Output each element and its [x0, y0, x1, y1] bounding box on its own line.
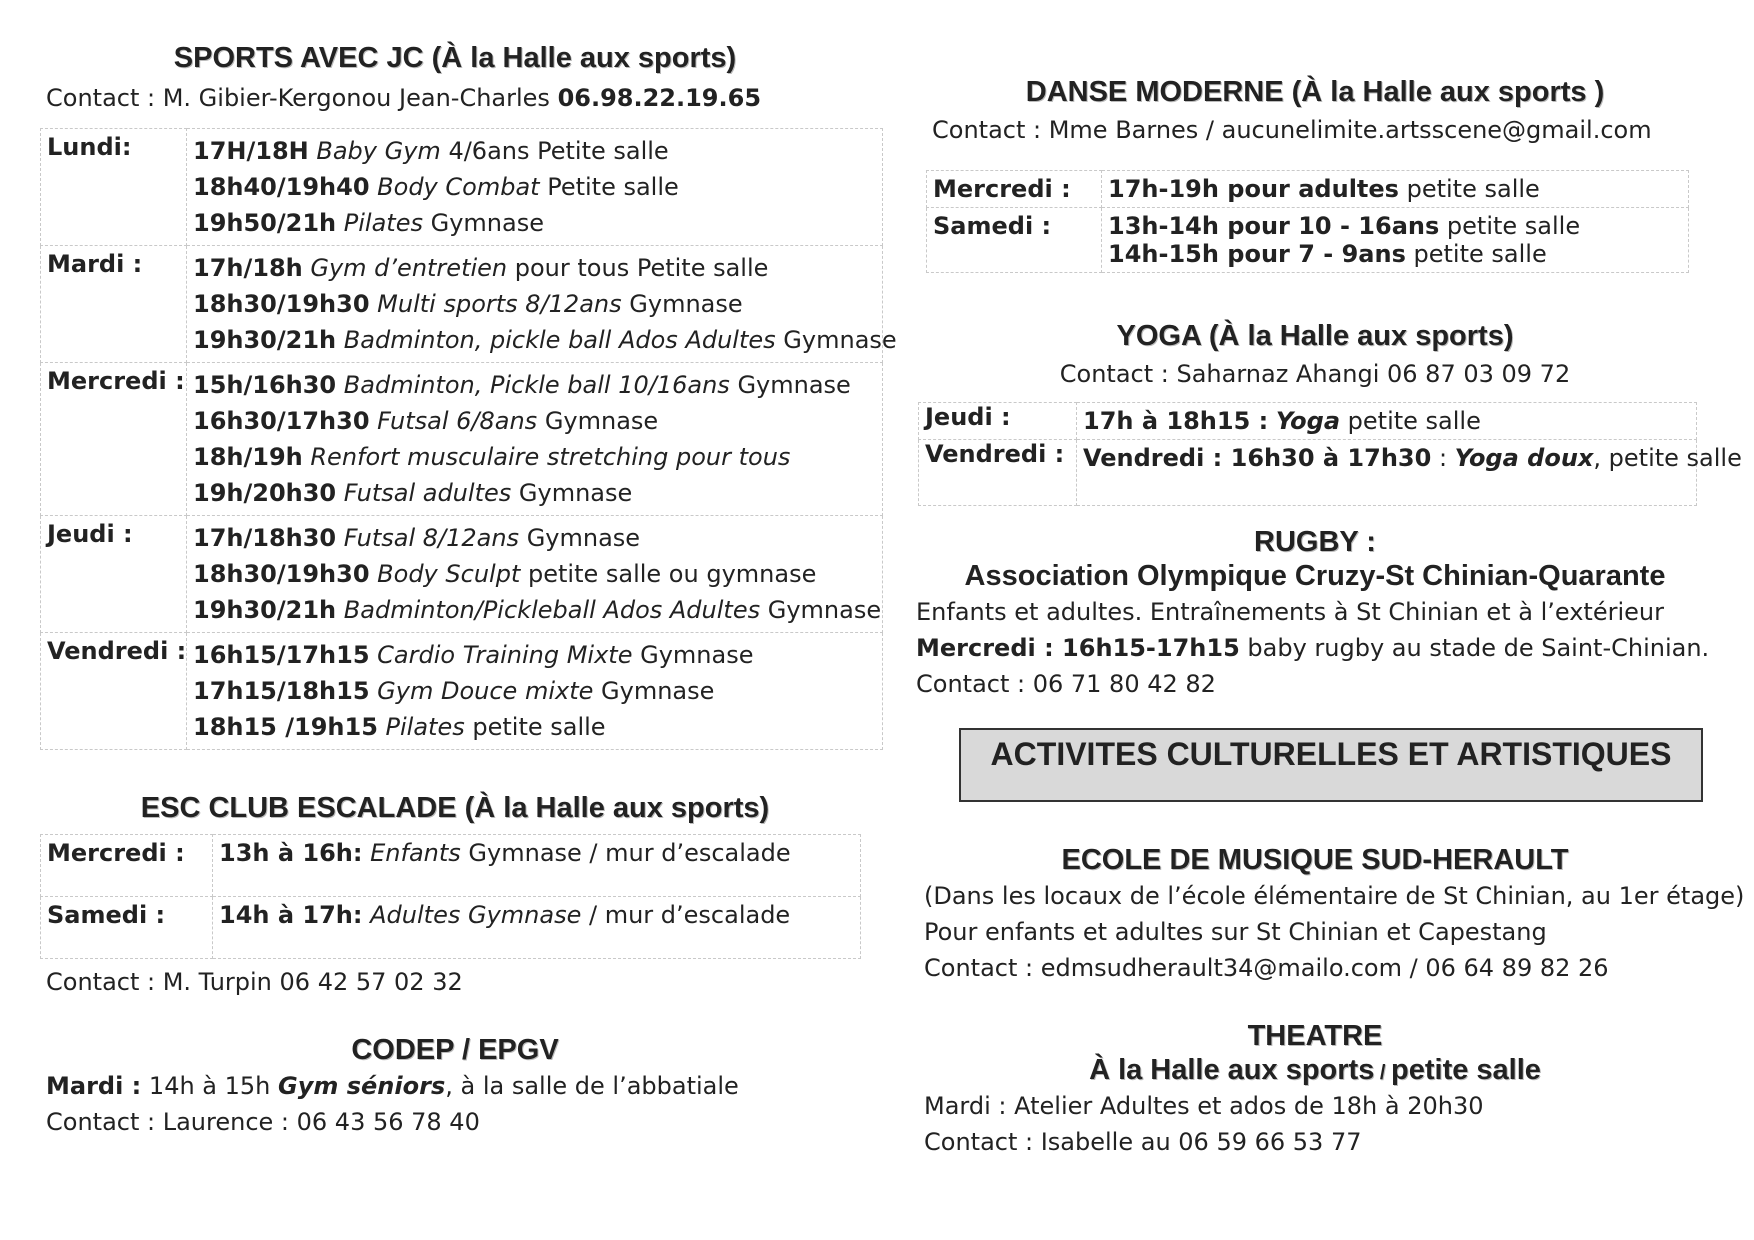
table-row [919, 403, 1697, 440]
slot-time: 19h30/21h [193, 326, 337, 354]
slot-time: 17h15/18h15 [193, 677, 370, 705]
slot-activity: Pilates [343, 209, 423, 237]
sports-schedule-table [40, 128, 897, 750]
slot-detail: Gymnase [783, 326, 897, 354]
slot-cell [213, 897, 861, 959]
slot-activity: Futsal 8/12ans [343, 524, 520, 552]
slot-detail: Petite salle [547, 173, 679, 201]
slot-time: 19h/20h30 [193, 479, 337, 507]
sports-contact-phone[interactable]: 06.98.22.19.65 [557, 84, 762, 112]
slot-detail: Gymnase [526, 524, 641, 552]
codep-contact: Contact : Laurence : 06 43 56 78 40 [46, 1108, 480, 1136]
danse-title: DANSE MODERNE (À la Halle aux sports ) [1025, 76, 1605, 108]
codep-time: 14h à 15h [148, 1072, 271, 1100]
slot-activity: Adultes Gymnase [370, 901, 582, 929]
codep-title: CODEP / EPGV [351, 1034, 559, 1066]
slot-detail: petite salle ou gymnase [527, 560, 817, 588]
theatre-room: petite salle [1391, 1054, 1541, 1086]
slots-cell [187, 516, 883, 633]
theatre-subtitle [920, 1054, 1710, 1087]
codep-activity: Gym séniors [278, 1072, 446, 1100]
slot-detail: 4/6ans Petite salle [448, 137, 669, 165]
rugby-title: RUGBY : [1254, 526, 1376, 558]
slot-detail: Gymnase [518, 479, 633, 507]
sports-contact-name: Contact : M. Gibier-Kergonou Jean-Charles [46, 84, 550, 112]
slot-detail: Gymnase [767, 596, 882, 624]
slot-cell [1077, 440, 1742, 506]
slot-time: 17H/18H [193, 137, 309, 165]
theatre-title: THEATRE [1247, 1020, 1383, 1052]
slots-cell [187, 633, 883, 750]
day-cell: Samedi : [927, 208, 1102, 273]
slot-activity: Gym d’entretien [310, 254, 508, 282]
slot-detail: petite salle [1406, 175, 1540, 203]
table-row [41, 363, 883, 516]
slot-activity: Body Sculpt [377, 560, 521, 588]
slot-detail: petite salle [1347, 407, 1481, 435]
rugby-line1: Enfants et adultes. Entraînements à St Chinian et à l’extérieur [916, 598, 1664, 626]
table-row [927, 171, 1689, 208]
slot-cell [1102, 208, 1689, 273]
danse-contact: Contact : Mme Barnes / aucunelimite.artsscene@gmail.com [932, 116, 1652, 144]
codep-place: , à la salle de l’abbatiale [445, 1072, 739, 1100]
slot-activity: Badminton, Pickle ball 10/16ans [343, 371, 730, 399]
day-cell: Mercredi : [927, 171, 1102, 208]
slot-detail: petite salle [1446, 212, 1581, 240]
table-row [41, 129, 883, 246]
rugby-time: Mercredi : 16h15-17h15 [916, 634, 1240, 662]
slot-detail: petite salle [1413, 240, 1547, 268]
slot-time: 14h à 17h: [219, 901, 363, 929]
slot-activity: Yoga doux [1454, 444, 1594, 472]
slot-activity: Pilates [385, 713, 465, 741]
slot-detail: Gymnase [544, 407, 659, 435]
slot-time: 17h à 18h15 : [1083, 407, 1269, 435]
table-row [41, 633, 883, 750]
escalade-title: ESC CLUB ESCALADE (À la Halle aux sports) [140, 792, 770, 824]
rugby-subtitle: Association Olympique Cruzy-St Chinian-Quarante [964, 560, 1666, 592]
codep-day: Mardi : [46, 1072, 142, 1100]
slot-detail: pour tous Petite salle [514, 254, 769, 282]
slot-detail: , petite salle [1593, 444, 1742, 472]
slot-cell [1077, 403, 1697, 440]
slot-detail: Gymnase [640, 641, 754, 669]
table-row [927, 208, 1689, 273]
slot-activity: Cardio Training Mixte [377, 641, 633, 669]
slot-activity: Body Combat [377, 173, 540, 201]
slot-time: 18h40/19h40 [193, 173, 370, 201]
danse-schedule-table [926, 170, 1689, 273]
codep-schedule [46, 1068, 739, 1104]
slot-detail: petite salle [472, 713, 606, 741]
slot-time: 14h-15h pour 7 - 9ans [1108, 240, 1406, 268]
slot-activity: Baby Gym [316, 137, 441, 165]
yoga-schedule-table [918, 402, 1742, 506]
slot-time: 18h/19h [193, 443, 303, 471]
slot-time: Vendredi : 16h30 à 17h30 [1083, 444, 1432, 472]
slot-time: 17h/18h30 [193, 524, 337, 552]
slots-cell [187, 129, 883, 246]
day-cell: Mercredi : [41, 835, 213, 897]
slot-detail: Gymnase / mur d’escalade [468, 839, 791, 867]
slot-activity: Yoga [1275, 407, 1341, 435]
slot-time: 19h30/21h [193, 596, 337, 624]
musique-title: ECOLE DE MUSIQUE SUD-HERAULT [1061, 844, 1569, 876]
musique-line2: Pour enfants et adultes sur St Chinian et Capestang [924, 918, 1547, 946]
slot-time: 18h30/19h30 [193, 560, 370, 588]
day-cell: Jeudi : [919, 403, 1077, 440]
slot-time: 18h30/19h30 [193, 290, 370, 318]
slot-detail: / mur d’escalade [588, 901, 791, 929]
theatre-contact: Contact : Isabelle au 06 59 66 53 77 [924, 1128, 1362, 1156]
slot-time: 15h/16h30 [193, 371, 337, 399]
table-row [41, 897, 861, 959]
slot-detail: Gymnase [430, 209, 544, 237]
slot-detail: Gymnase [629, 290, 743, 318]
rugby-contact: Contact : 06 71 80 42 82 [916, 670, 1216, 698]
slot-time: 16h15/17h15 [193, 641, 370, 669]
rugby-detail: baby rugby au stade de Saint-Chinian. [1247, 634, 1710, 662]
slots-cell [187, 246, 897, 363]
slot-activity: Multi sports 8/12ans [377, 290, 622, 318]
slot-activity: Renfort musculaire stretching pour tous [310, 443, 791, 471]
slot-activity: Futsal adultes [343, 479, 512, 507]
yoga-title: YOGA (À la Halle aux sports) [1116, 320, 1514, 352]
table-row [919, 440, 1697, 506]
sports-title: SPORTS AVEC JC (À la Halle aux sports) [173, 42, 737, 74]
day-cell: Lundi: [41, 129, 187, 246]
day-cell: Vendredi : [41, 633, 187, 750]
slot-time: 17h-19h pour adultes [1108, 175, 1399, 203]
slot-activity: Badminton/Pickleball Ados Adultes [343, 596, 761, 624]
day-cell: Mercredi : [41, 363, 187, 516]
slot-detail: Gymnase [737, 371, 851, 399]
yoga-contact: Contact : Saharnaz Ahangi 06 87 03 09 72 [1059, 360, 1571, 388]
escalade-schedule-table [40, 834, 861, 959]
rugby-line2 [916, 630, 1709, 666]
theatre-separator: / [1374, 1062, 1392, 1084]
slot-separator: : [1431, 444, 1455, 472]
slot-activity: Gym Douce mixte [377, 677, 594, 705]
slot-time: 18h15 /19h15 [193, 713, 378, 741]
day-cell: Jeudi : [41, 516, 187, 633]
escalade-contact: Contact : M. Turpin 06 42 57 02 32 [46, 968, 463, 996]
slot-cell [213, 835, 861, 897]
musique-line1: (Dans les locaux de l’école élémentaire de St Chinian, au 1er étage) [924, 882, 1745, 910]
slot-activity: Enfants [370, 839, 461, 867]
slot-activity: Futsal 6/8ans [377, 407, 538, 435]
table-row [41, 835, 861, 897]
table-row [41, 516, 883, 633]
slot-detail: Gymnase [601, 677, 715, 705]
theatre-venue: À la Halle aux sports [1089, 1054, 1375, 1086]
sports-contact [46, 80, 761, 116]
slots-cell [187, 363, 883, 516]
slot-activity: Badminton, pickle ball Ados Adultes [343, 326, 776, 354]
slot-time: 13h-14h pour 10 - 16ans [1108, 212, 1440, 240]
slot-time: 16h30/17h30 [193, 407, 370, 435]
slot-time: 17h/18h [193, 254, 303, 282]
day-cell: Samedi : [41, 897, 213, 959]
theatre-line1: Mardi : Atelier Adultes et ados de 18h à 20h30 [924, 1092, 1484, 1120]
day-cell: Vendredi : [919, 440, 1077, 506]
slot-time: 13h à 16h: [219, 839, 363, 867]
table-row [41, 246, 883, 363]
day-cell: Mardi : [41, 246, 187, 363]
slot-cell [1102, 171, 1689, 208]
slot-time: 19h50/21h [193, 209, 337, 237]
culture-banner: ACTIVITES CULTURELLES ET ARTISTIQUES [959, 728, 1703, 802]
musique-contact: Contact : edmsudherault34@mailo.com / 06 64 89 82 26 [924, 954, 1609, 982]
